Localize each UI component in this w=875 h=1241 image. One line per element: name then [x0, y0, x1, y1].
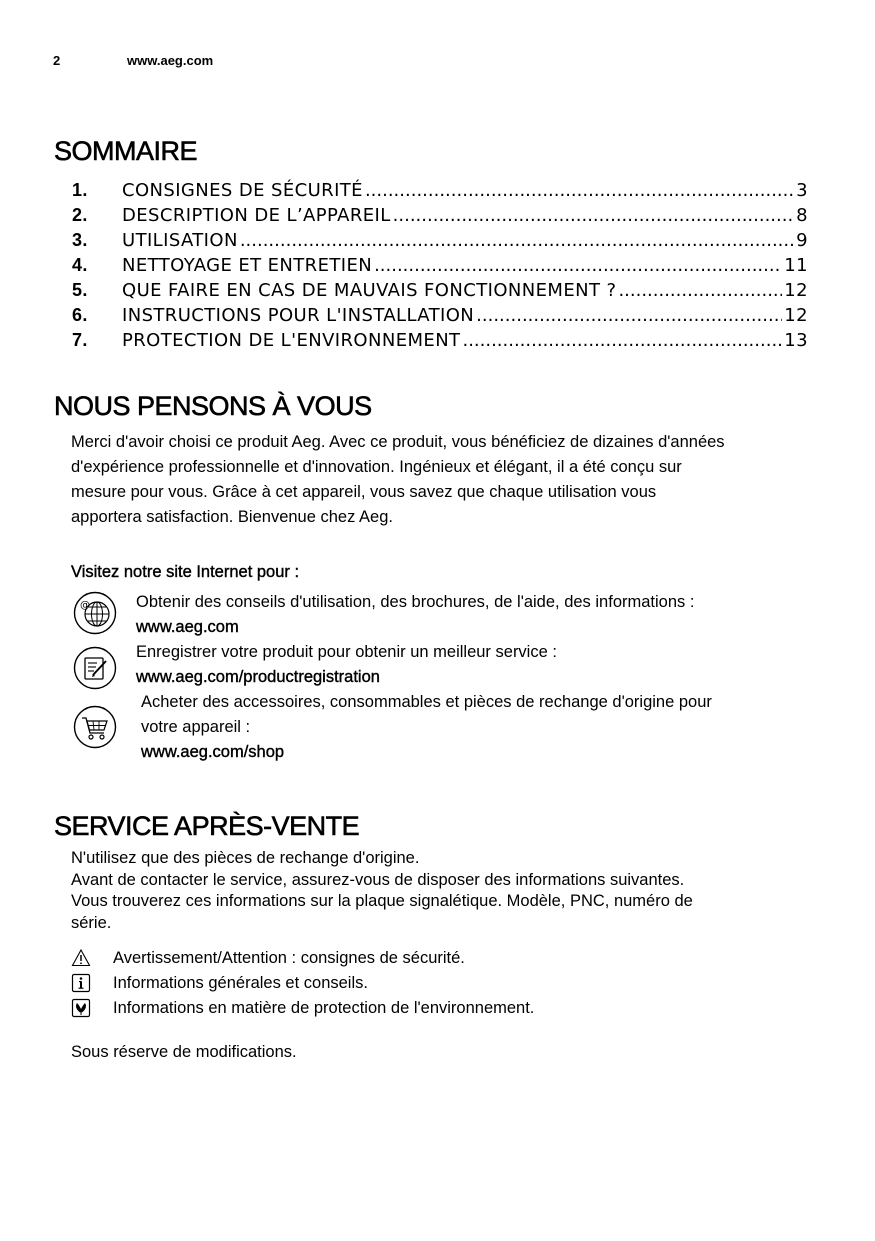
toc-item-number: 7. [72, 330, 88, 350]
toc-item-page: 3 [796, 180, 808, 201]
legend-item [71, 948, 465, 968]
toc-item[interactable] [72, 255, 808, 280]
toc-item-number: 2. [72, 205, 88, 225]
intro-line: Merci d'avoir choisi ce produit Aeg. Avec ce produit, vous bénéficiez de dizaines d'années [71, 433, 725, 451]
link-url-shop[interactable]: www.aeg.com/shop [141, 743, 285, 761]
legend-text: Avertissement/Attention : consignes de sécurité. [113, 948, 465, 967]
toc-dot-leader [476, 305, 782, 326]
legend-item [71, 998, 534, 1018]
link-description: Acheter des accessoires, consommables et pièces de rechange d'origine pour [141, 693, 712, 711]
link-url-aeg[interactable]: www.aeg.com [136, 618, 239, 636]
toc-item-page: 11 [784, 255, 808, 276]
service-paragraph [71, 848, 693, 934]
toc-item-title: QUE FAIRE EN CAS DE MAUVAIS FONCTIONNEMENT ? [122, 280, 617, 301]
toc-item-title: DESCRIPTION DE L’APPAREIL [122, 205, 391, 226]
toc-dot-leader [393, 205, 794, 226]
link-url-registration[interactable]: www.aeg.com/productregistration [136, 668, 380, 686]
intro-line: apportera satisfaction. Bienvenue chez Aeg. [71, 508, 393, 526]
info-icon [71, 973, 91, 993]
service-line: Avant de contacter le service, assurez-vous de disposer des informations suivantes. [71, 870, 685, 889]
intro-line: mesure pour vous. Grâce à cet appareil, vous savez que chaque utilisation vous [71, 483, 657, 501]
link-block-info [136, 590, 694, 640]
toc-dot-leader [365, 180, 794, 201]
shopping-cart-icon [73, 705, 117, 749]
service-line: N'utilisez que des pièces de rechange d'origine. [71, 849, 420, 867]
legend-text: Informations en matière de protection de l'environnement. [113, 998, 535, 1017]
service-heading: SERVICE APRÈS-VENTE [54, 811, 360, 841]
toc-dot-leader [374, 255, 782, 276]
toc-item-number: 1. [72, 180, 88, 200]
visit-title: Visitez notre site Internet pour : [71, 563, 300, 581]
legend-item [71, 973, 368, 993]
toc-item-page: 12 [784, 305, 808, 326]
toc-item[interactable] [72, 230, 808, 255]
pensons-heading: NOUS PENSONS À VOUS [54, 391, 372, 421]
toc-item-page: 9 [796, 230, 808, 251]
intro-line: d'expérience professionnelle et d'innovation. Ingénieux et élégant, il a été conçu sur [71, 458, 682, 476]
toc-item[interactable] [72, 180, 808, 205]
toc-item-page: 13 [784, 330, 808, 351]
toc-item-number: 3. [72, 230, 88, 250]
toc-dot-leader [618, 280, 782, 301]
sommaire-heading: SOMMAIRE [54, 136, 198, 166]
toc-item-title: NETTOYAGE ET ENTRETIEN [122, 255, 373, 276]
toc-item[interactable] [72, 205, 808, 230]
intro-paragraph [71, 430, 725, 530]
toc-dot-leader [462, 330, 782, 351]
link-block-shop [141, 690, 712, 765]
table-of-contents [72, 180, 808, 355]
legend-text: Informations générales et conseils. [113, 973, 368, 992]
toc-item-number: 6. [72, 305, 88, 325]
environment-icon [71, 998, 91, 1018]
link-description: votre appareil : [141, 718, 251, 736]
toc-item[interactable] [72, 330, 808, 355]
toc-item-number: 4. [72, 255, 88, 275]
page-number: 2 [53, 53, 61, 68]
toc-item-number: 5. [72, 280, 88, 300]
toc-item[interactable] [72, 305, 808, 330]
toc-item[interactable] [72, 280, 808, 305]
toc-item-title: UTILISATION [122, 230, 238, 251]
toc-item-page: 12 [784, 280, 808, 301]
toc-item-title: INSTRUCTIONS POUR L'INSTALLATION [122, 305, 475, 326]
toc-item-page: 8 [796, 205, 808, 226]
service-line: Vous trouverez ces informations sur la plaque signalétique. Modèle, PNC, numéro de [71, 892, 693, 910]
globe-icon [73, 591, 117, 635]
svg-text:@: @ [80, 600, 90, 611]
link-block-registration [136, 640, 557, 690]
link-description: Obtenir des conseils d'utilisation, des brochures, de l'aide, des informations : [136, 593, 695, 611]
toc-item-title: PROTECTION DE L'ENVIRONNEMENT [122, 330, 461, 351]
toc-dot-leader [240, 230, 794, 251]
modifications-note: Sous réserve de modifications. [71, 1043, 297, 1061]
link-description: Enregistrer votre produit pour obtenir un meilleur service : [136, 643, 557, 661]
header-site[interactable]: www.aeg.com [127, 53, 214, 68]
service-line: série. [71, 913, 112, 932]
registration-icon [73, 646, 117, 690]
toc-item-title: CONSIGNES DE SÉCURITÉ [122, 180, 363, 201]
warning-icon [71, 948, 91, 968]
